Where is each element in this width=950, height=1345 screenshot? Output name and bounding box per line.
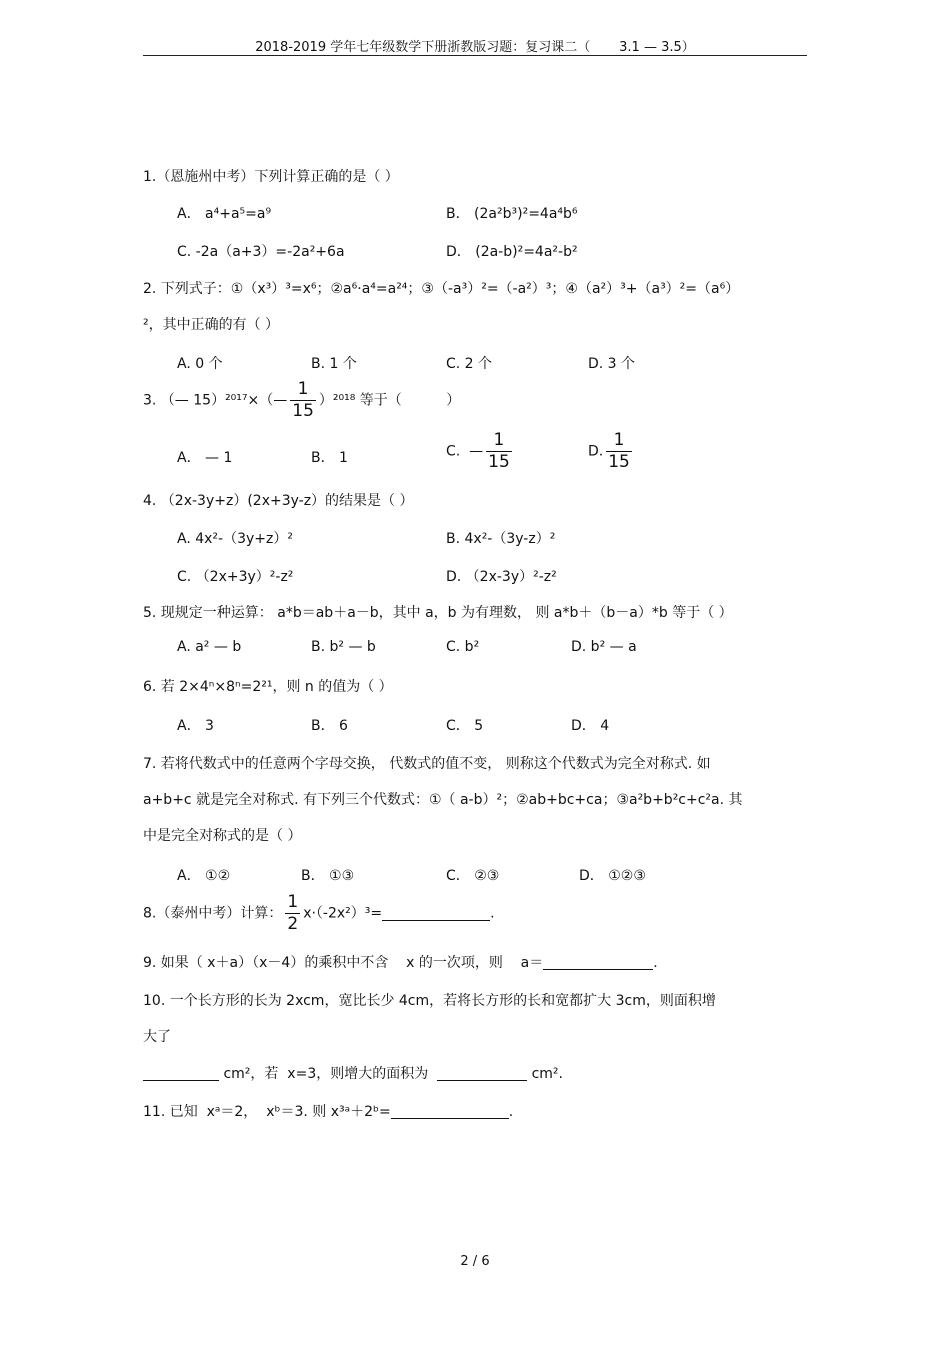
question-6-option-a: A． 3 [177,718,214,734]
question-3-option-b: B． 1 [311,450,348,466]
question-9-stem [143,952,658,972]
question-3-fraction [290,381,316,420]
question-10-line-3 [143,1063,563,1083]
question-3-prefix: 3. （— 15）²⁰¹⁷×（— [143,392,288,409]
fraction-denominator: 15 [488,452,510,472]
answer-blank[interactable] [382,906,490,921]
answer-blank[interactable] [391,1104,509,1119]
question-5-option-c: C. b² [446,639,480,655]
header-rule [143,55,807,56]
question-7-option-a: A． ①② [177,868,231,884]
question-4-stem: 4. （2x-3y+z）(2x+3y-z）的结果是（ ） [143,493,414,509]
question-1-option-a: A． a⁴+a⁵=a⁹ [177,206,272,222]
fraction-denominator: 2 [287,914,299,934]
question-2-option-d: D. 3 个 [588,356,636,372]
question-2-stem: 2. 下列式子：①（x³）³=x⁶；②a⁶·a⁴=a²⁴；③（-a³）²=（-a²）³；④（a²）³+（a³）²=（a⁶） [143,281,740,297]
question-11-stem [143,1101,513,1121]
fraction-numerator: 1 [486,432,512,452]
question-1-option-d: D． (2a-b)²=4a²-b² [446,244,578,260]
option-d-prefix: D. [588,443,604,460]
question-8-expression: x·（-2x²）³= [303,905,383,922]
question-2-option-b: B. 1 个 [311,356,357,372]
fraction-denominator: 15 [608,452,630,472]
question-7-option-b: B． ①③ [301,868,355,884]
fraction-numerator: 1 [290,381,316,401]
option-c-fraction [486,432,512,471]
question-6-option-b: B． 6 [311,718,348,734]
question-10-unit-2: cm². [527,1066,563,1082]
question-11-text: 11. 已知 xᵃ＝2， xᵇ＝3. 则 x³ᵃ＋2ᵇ= [143,1104,391,1120]
answer-blank[interactable] [143,1066,219,1081]
question-8-end: . [490,905,495,922]
question-5-option-b: B. b² — b [311,639,376,655]
question-6-stem: 6. 若 2×4ⁿ×8ⁿ=2²¹，则 n 的值为（ ） [143,679,393,695]
question-3-option-c [446,432,515,471]
question-9-end: . [653,955,658,971]
question-4-option-a: A. 4x²-（3y+z）² [177,531,293,547]
question-8-prefix: 8.（泰州中考）计算： [143,905,283,922]
question-3-option-d [588,432,635,471]
question-3-option-a: A． — 1 [177,450,233,466]
fraction-denominator: 15 [292,401,314,421]
page-number: 2 / 6 [460,1254,490,1269]
question-10-unit-1: cm²，若 x=3，则增大的面积为 [219,1066,438,1082]
page-header: 2018-2019 学年七年级数学下册浙教版习题：复习课二（ 3.1 — 3.5） [255,40,695,55]
question-8-stem [143,894,495,933]
fraction-numerator: 1 [287,892,299,912]
question-5-option-d: D. b² — a [571,639,637,655]
answer-blank[interactable] [437,1066,527,1081]
question-6-option-c: C． 5 [446,718,484,734]
fraction-numerator: 1 [606,432,632,452]
question-9-text: 9. 如果（ x＋a）（x－4）的乘积中不含 x 的一次项，则 a＝ [143,955,544,971]
option-d-fraction [606,432,632,471]
question-1-option-c: C. -2a（a+3）=-2a²+6a [177,244,345,260]
question-3-suffix: ）²⁰¹⁸ 等于（ ） [318,392,461,409]
question-10-line-2: 大了 [143,1029,171,1045]
question-3-stem [143,381,460,420]
question-7-option-c: C． ②③ [446,868,500,884]
question-10-line-1: 10. 一个长方形的长为 2xcm，宽比长少 4cm，若将长方形的长和宽都扩大 3cm，则面积增 [143,993,716,1009]
question-8-fraction [285,894,300,933]
question-7-line-2: a+b+c 就是完全对称式. 有下列三个代数式：①（ a-b）²；②ab+bc+ca；③a²b+b²c+c²a. 其 [143,792,743,808]
question-4-option-b: B. 4x²-（3y-z）² [446,531,556,547]
question-4-option-c: C. （2x+3y）²-z² [177,569,294,585]
question-6-option-d: D． 4 [571,718,610,734]
question-11-end: . [508,1104,514,1120]
question-2-stem-continued: ²，其中正确的有（ ） [143,317,280,333]
question-5-option-a: A. a² — b [177,639,242,655]
question-1-stem: 1.（恩施州中考）下列计算正确的是（ ） [143,169,399,185]
question-2-option-c: C. 2 个 [446,356,493,372]
question-2-option-a: A. 0 个 [177,356,223,372]
question-7-option-d: D． ①②③ [579,868,646,884]
question-7-line-1: 7. 若将代数式中的任意两个字母交换， 代数式的值不变， 则称这个代数式为完全对称式. 如 [143,756,711,772]
question-7-line-3: 中是完全对称式的是（ ） [143,828,302,844]
question-1-option-b: B． (2a²b³)²=4a⁴b⁶ [446,206,578,222]
question-4-option-d: D. （2x-3y）²-z² [446,569,557,585]
question-5-stem: 5. 现规定一种运算： a*b＝ab＋a－b，其中 a，b 为有理数， 则 a*b＋（b－a）*b 等于（ ） [143,605,733,621]
option-c-prefix: C. — [446,443,484,460]
answer-blank[interactable] [543,955,653,970]
